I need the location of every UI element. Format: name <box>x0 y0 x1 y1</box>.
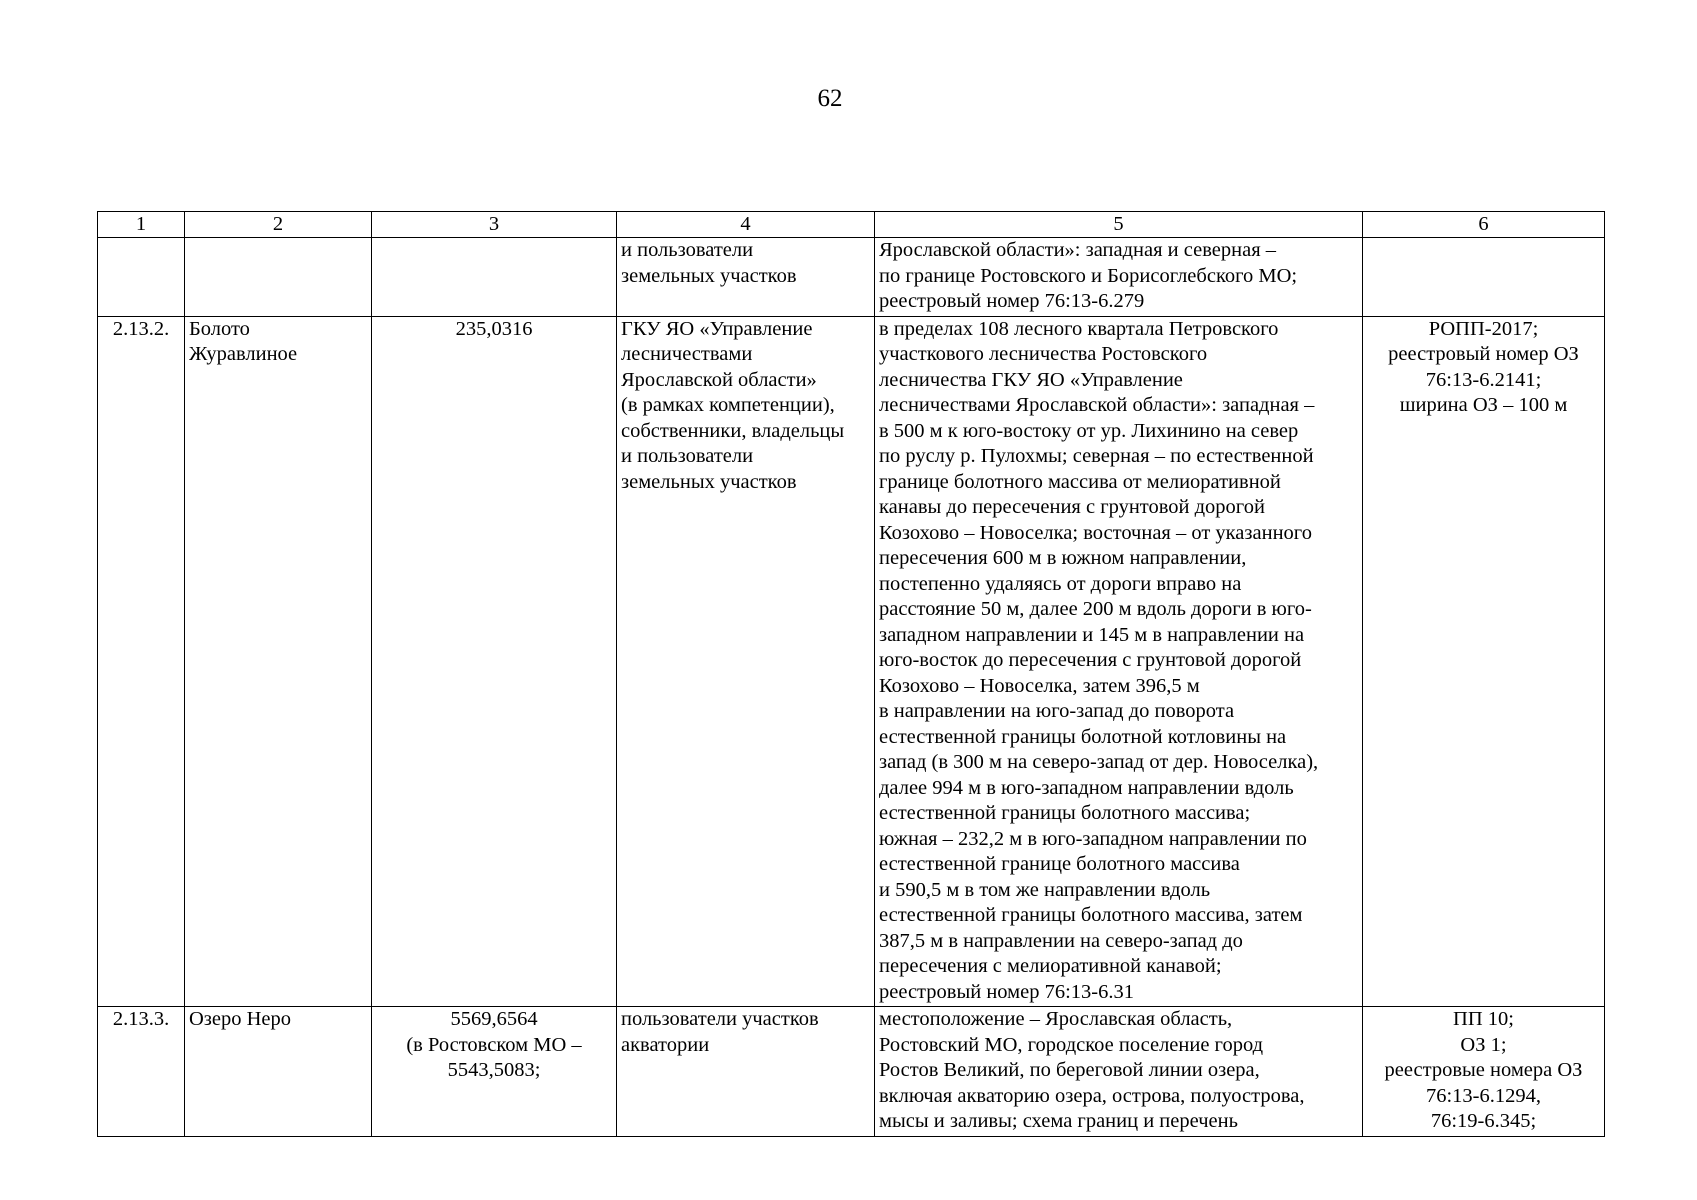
text-line: земельных участков <box>621 264 797 287</box>
text-line: местоположение – Ярославская область, <box>879 1008 1233 1030</box>
cell-responsible <box>617 238 875 317</box>
cell-boundaries <box>875 238 1363 317</box>
register-table <box>97 211 1605 1137</box>
cell-area <box>372 1007 617 1137</box>
text-line: ГКУ ЯО «Управление <box>621 317 813 340</box>
table-row-continuation <box>98 238 1605 317</box>
text-line: границе болотного массива от мелиоративной <box>879 470 1281 493</box>
cell-number <box>98 238 185 317</box>
text-line: естественной границы болотной котловины на <box>879 725 1287 748</box>
page-number: 62 <box>817 85 843 112</box>
text-line: (в рамках компетенции), <box>621 394 835 416</box>
header-col-3: 3 <box>372 212 617 238</box>
text-line: по руслу р. Пулохмы; северная – по естественной <box>879 445 1314 467</box>
text-line: 76:13-6.1294, <box>1425 1084 1542 1107</box>
text-line: Козохово – Новоселка, затем 396,5 м <box>879 674 1200 697</box>
text-line: реестровый номер 76:13-6.31 <box>879 980 1134 1003</box>
text-line: пересечения 600 м в южном направлении, <box>879 547 1247 569</box>
cell-name <box>185 1007 372 1137</box>
text-line: канавы до пересечения с грунтовой дорогой <box>879 496 1265 518</box>
cell-documents <box>1363 238 1605 317</box>
text-line: Озеро Неро <box>189 1008 292 1030</box>
table-row-2-13-3 <box>98 1007 1605 1137</box>
boundaries-clip <box>879 1007 1358 1135</box>
text-line: собственники, владельцы <box>621 419 845 442</box>
text-line: акватории <box>621 1033 710 1056</box>
text-line: ширина ОЗ – 100 м <box>1399 394 1568 416</box>
header-col-1: 1 <box>98 212 185 238</box>
text-line: лесничествами <box>621 343 753 365</box>
text-line: реестровый номер ОЗ <box>1388 343 1579 365</box>
cell-area <box>372 238 617 317</box>
documents-clip <box>1367 1007 1600 1135</box>
text-line: западном направлении и 145 м в направлении на <box>879 623 1305 646</box>
text-line: 5543,5083; <box>447 1059 541 1081</box>
text-line: Ярославской области» <box>621 368 817 391</box>
text-line: Журавлиное <box>189 343 298 365</box>
cell-responsible <box>617 316 875 1007</box>
text-line: запад (в 300 м на северо-запад от дер. Новоселка), <box>879 751 1319 773</box>
cell-name <box>185 316 372 1007</box>
text-line: естественной границы болотного массива; <box>879 802 1251 824</box>
cell-boundaries <box>875 1007 1363 1137</box>
cell-number <box>98 316 185 1007</box>
text-line: естественной границе болотного массива <box>879 853 1240 875</box>
text-line: реестровый номер 76:13-6.279 <box>879 290 1145 312</box>
text-line: пользователи участков <box>621 1008 819 1030</box>
text-line: лесничествами Ярославской области»: западная – <box>879 394 1315 416</box>
header-col-2: 2 <box>185 212 372 238</box>
text-line: мысы и заливы; схема границ и перечень <box>879 1110 1238 1132</box>
text-line: и 590,5 м в том же направлении вдоль <box>879 878 1211 901</box>
cell-documents <box>1363 316 1605 1007</box>
cell-responsible <box>617 1007 875 1137</box>
text-line: и пользователи <box>621 445 754 467</box>
text-line: в 500 м к юго-востоку от ур. Лихинино на север <box>879 419 1299 442</box>
text-line: Козохово – Новоселка; восточная – от указанного <box>879 521 1312 544</box>
area-value: 5569,6564 <box>450 1008 538 1030</box>
text-line: постепенно удаляясь от дороги вправо на <box>879 572 1242 595</box>
text-line: Ярославской области»: западная и северная – <box>879 239 1277 261</box>
text-line: 76:13-6.2141; <box>1425 368 1542 391</box>
cell-area <box>372 316 617 1007</box>
text-line: ПП 10; <box>1453 1008 1514 1030</box>
table-row-2-13-2 <box>98 316 1605 1007</box>
text-line: естественной границы болотного массива, затем <box>879 904 1303 926</box>
text-line: 76:19-6.345; <box>1430 1110 1537 1132</box>
text-line: в направлении на юго-запад до поворота <box>879 700 1235 722</box>
text-line: реестровые номера ОЗ <box>1384 1059 1583 1081</box>
text-line: пересечения с мелиоративной канавой; <box>879 955 1222 977</box>
text-line: земельных участков <box>621 470 797 493</box>
text-line: 387,5 м в направлении на северо-запад до <box>879 929 1243 952</box>
cell-boundaries <box>875 316 1363 1007</box>
row-number: 2.13.3. <box>112 1008 170 1030</box>
text-line: Ростовский МО, городское поселение город <box>879 1033 1264 1056</box>
text-line: по границе Ростовского и Борисоглебского МО; <box>879 264 1298 287</box>
text-line: лесничества ГКУ ЯО «Управление <box>879 368 1183 391</box>
cell-documents <box>1363 1007 1605 1137</box>
text-line: южная – 232,2 м в юго-западном направлении по <box>879 827 1307 850</box>
text-line: юго-восток до пересечения с грунтовой дорогой <box>879 649 1302 671</box>
header-col-4: 4 <box>617 212 875 238</box>
text-line: далее 994 м в юго-западном направлении вдоль <box>879 776 1294 799</box>
area-value: 235,0316 <box>455 317 533 340</box>
cell-name <box>185 238 372 317</box>
cell-number <box>98 1007 185 1137</box>
text-line: участкового лесничества Ростовского <box>879 343 1208 365</box>
text-line: Болото <box>189 317 250 340</box>
header-col-6: 6 <box>1363 212 1605 238</box>
text-line: расстояние 50 м, далее 200 м вдоль дороги в юго- <box>879 598 1312 620</box>
text-line: РОПП-2017; <box>1428 317 1539 340</box>
text-line: ОЗ 1; <box>1460 1033 1507 1056</box>
text-line: включая акваторию озера, острова, полуострова, <box>879 1084 1305 1107</box>
text-line: и пользователи <box>621 239 754 261</box>
text-line: (в Ростовском МО – <box>406 1033 582 1056</box>
text-line: в пределах 108 лесного квартала Петровского <box>879 317 1279 340</box>
header-row <box>98 212 1605 238</box>
header-col-5: 5 <box>875 212 1363 238</box>
row-number: 2.13.2. <box>112 317 170 340</box>
text-line: Ростов Великий, по береговой линии озера, <box>879 1059 1260 1081</box>
